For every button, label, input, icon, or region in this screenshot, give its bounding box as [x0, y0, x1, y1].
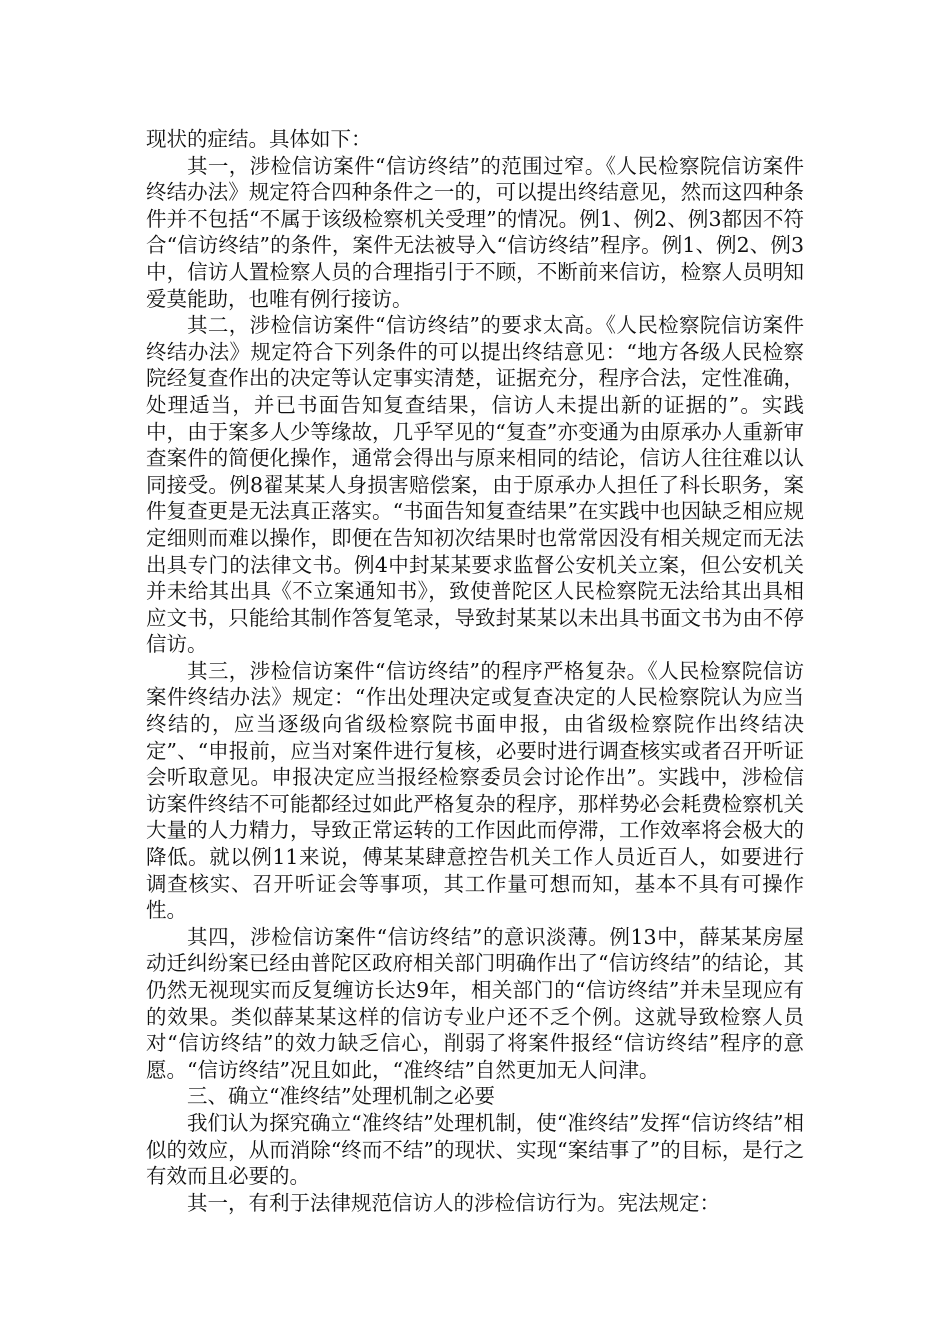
paragraph-first-benefit: 其一，有利于法律规范信访人的涉检信访行为。宪法规定： — [187, 1190, 720, 1215]
paragraph-requirements-too-high: 其二，涉检信访案件“信访终结”的要求太高。《人民检察院信访案件终结办法》规定符合下列条件的可以提出终结意见：“地方各级人民检察院经复查作出的决定等认定事实清楚，证据充分，程序合法，定性准确，处理适当，并已书面告知复查结果，信访人未提出新的证据的”。实践中，由于案多人少等缘故，几乎罕见的“复查”亦变通为由原承办人重新审查案件的简便化操作，通常会得出与原来相同的结论，信访人往往难以认同接受。例8翟某某人身损害赔偿案，由于原承办人担任了科长职务，案件复查更是无法真正落实。“书面告知复查结果”在实践中也因缺乏相应规定细则而难以操作，即便在告知初次结果时也常常因没有相关规定而无法出具专门的法律文书。例4中封某某要求监督公安机关立案，但公安机关并未给其出具《不立案通知书》，致使普陀区人民检察院无法给其出具相应文书，只能给其制作答复笔录，导致封某某以未出具书面文书为由不停信访。 — [146, 313, 804, 657]
paragraph-necessity: 我们认为探究确立“准终结”处理机制，使“准终结”发挥“信访终结”相似的效应，从而消除“终而不结”的现状、实现“案结事了”的目标，是行之有效而且必要的。 — [146, 1110, 804, 1189]
paragraph-continuation: 现状的症结。具体如下： — [146, 127, 372, 151]
section-heading: 三、确立“准终结”处理机制之必要 — [187, 1084, 495, 1109]
paragraph-procedure-complex: 其三，涉检信访案件“信访终结”的程序严格复杂。《人民检察院信访案件终结办法》规定：“作出处理决定或复查决定的人民检察院认为应当终结的，应当逐级向省级检察院书面申报，由省级检察院作出终结决定”、“申报前，应当对案件进行复核，必要时进行调查核实或者召开听证会听取意见。申报决定应当报经检察委员会讨论作出”。实践中，涉检信访案件终结不可能都经过如此严格复杂的程序，那样势必会耗费检察机关大量的人力精力，导致正常运转的工作因此而停滞，工作效率将会极大的降低。就以例11来说，傅某某肆意控告机关工作人员近百人，如要进行调查核实、召开听证会等事项，其工作量可想而知，基本不具有可操作性。 — [146, 658, 804, 923]
document-body — [146, 126, 804, 1216]
paragraph-awareness-weak: 其四，涉检信访案件“信访终结”的意识淡薄。例13中，薛某某房屋动迁纠纷案已经由普陀区政府相关部门明确作出了“信访终结”的结论，其仍然无视现实而反复缠访长达9年，相关部门的“信访终结”并未呈现应有的效果。类似薛某某这样的信访专业户还不乏个例。这就导致检察人员对“信访终结”的效力缺乏信心，削弱了将案件报经“信访终结”程序的意愿。“信访终结”况且如此，“准终结”自然更加无人问津。 — [146, 924, 804, 1082]
paragraph-scope-too-narrow: 其一，涉检信访案件“信访终结”的范围过窄。《人民检察院信访案件终结办法》规定符合四种条件之一的，可以提出终结意见，然而这四种条件并不包括“不属于该级检察机关受理”的情况。例1、例2、例3都因不符合“信访终结”的条件，案件无法被导入“信访终结”程序。例1、例2、例3中，信访人置检察人员的合理指引于不顾，不断前来信访，检察人员明知爱莫能助，也唯有例行接访。 — [146, 153, 804, 311]
